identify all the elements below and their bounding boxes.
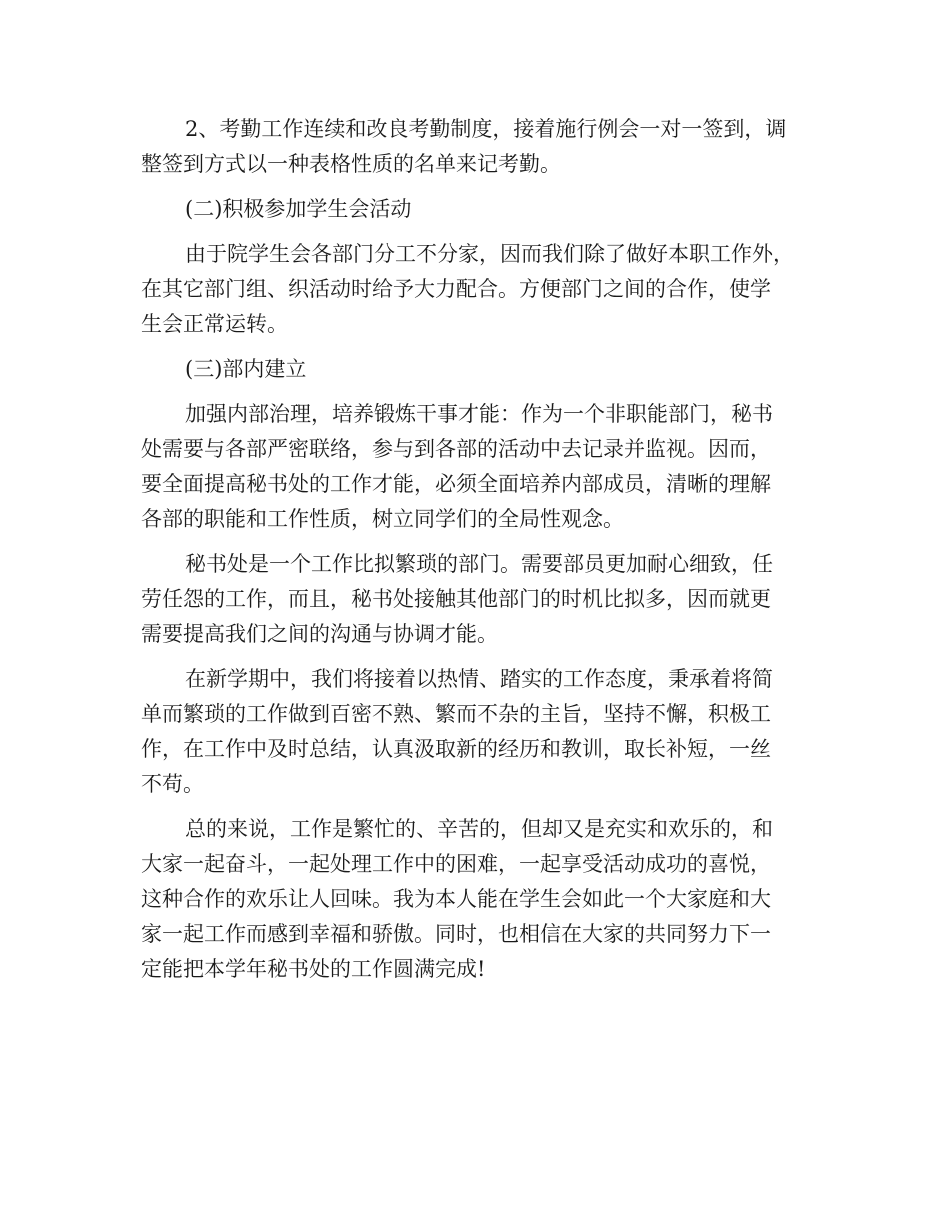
- text-line: 秘书处是一个工作比拟繁琐的部门。需要部员更加耐心细致，任: [185, 552, 773, 576]
- text-line: 生会正常运转。: [141, 312, 288, 336]
- paragraph-new-semester: [141, 662, 821, 802]
- text-line: 要全面提高秘书处的工作才能，必须全面培养内部成员，清晰的理解: [141, 472, 771, 496]
- text-line: 这种合作的欢乐让人回味。我为本人能在学生会如此一个大家庭和大: [141, 887, 771, 911]
- paragraph-cooperation: [141, 237, 821, 342]
- text-line: 劳任怨的工作，而且，秘书处接触其他部门的时机比拟多，因而就更: [141, 587, 771, 611]
- text-line: 整签到方式以一种表格性质的名单来记考勤。: [141, 152, 561, 176]
- text-line: 在其它部门组、织活动时给予大力配合。方便部门之间的合作，使学: [141, 277, 771, 301]
- text-line: 2、考勤工作连续和改良考勤制度，接着施行例会一对一签到，调: [185, 117, 787, 141]
- heading-line: (三)部内建立: [185, 357, 307, 381]
- paragraph-management: [141, 397, 821, 537]
- text-line: 处需要与各部严密联络，参与到各部的活动中去记录并监视。因而，: [141, 437, 771, 461]
- text-line: 总的来说，工作是繁忙的、辛苦的，但却又是充实和欢乐的，和: [185, 817, 773, 841]
- text-line: 定能把本学年秘书处的工作圆满完成!: [141, 957, 486, 981]
- text-line: 家一起工作而感到幸福和骄傲。同时，也相信在大家的共同努力下一: [141, 922, 771, 946]
- text-line: 各部的职能和工作性质，树立同学们的全局性观念。: [141, 507, 624, 531]
- document-body: [141, 112, 821, 997]
- heading-line: (二)积极参加学生会活动: [185, 197, 412, 221]
- section-heading-activities: [141, 192, 821, 227]
- paragraph-attendance: [141, 112, 821, 182]
- text-line: 作，在工作中及时总结，认真汲取新的经历和教训，取长补短，一丝: [141, 737, 771, 761]
- section-heading-internal: [141, 352, 821, 387]
- text-line: 由于院学生会各部门分工不分家，因而我们除了做好本职工作外，: [185, 242, 794, 266]
- text-line: 不苟。: [141, 772, 204, 796]
- text-line: 在新学期中，我们将接着以热情、踏实的工作态度，秉承着将简: [185, 667, 773, 691]
- paragraph-secretariat: [141, 547, 821, 652]
- text-line: 需要提高我们之间的沟通与协调才能。: [141, 622, 498, 646]
- text-line: 单而繁琐的工作做到百密不熟、繁而不杂的主旨，坚持不懈，积极工: [141, 702, 771, 726]
- text-line: 大家一起奋斗，一起处理工作中的困难，一起享受活动成功的喜悦，: [141, 852, 771, 876]
- paragraph-summary: [141, 812, 821, 987]
- text-line: 加强内部治理，培养锻炼干事才能：作为一个非职能部门，秘书: [185, 402, 773, 426]
